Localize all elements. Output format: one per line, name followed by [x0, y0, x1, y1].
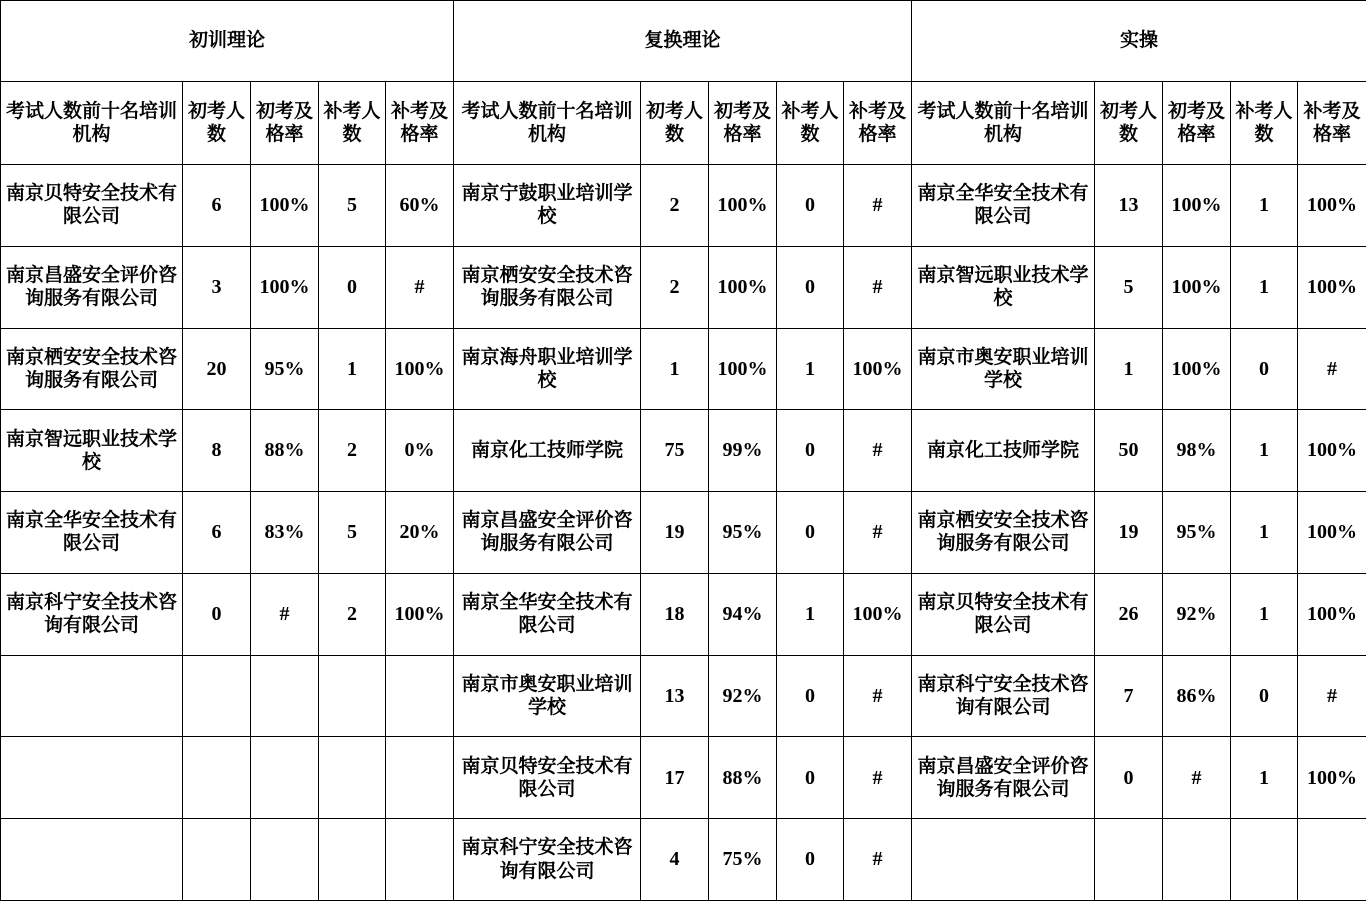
makeup-rate-cell: [1298, 819, 1366, 901]
org-cell: 南京栖安安全技术咨询服务有限公司: [454, 246, 641, 328]
makeup-count-cell: 1: [319, 328, 386, 410]
makeup-rate-cell: [386, 819, 454, 901]
init-rate-cell: [251, 655, 319, 737]
makeup-count-cell: 1: [777, 573, 844, 655]
org-cell: 南京化工技师学院: [454, 410, 641, 492]
org-cell: 南京全华安全技术有限公司: [912, 165, 1095, 247]
init-count-cell: 6: [183, 492, 251, 574]
makeup-count-cell: 5: [319, 165, 386, 247]
makeup-count-cell: 0: [777, 819, 844, 901]
makeup-rate-cell: 100%: [1298, 165, 1366, 247]
init-count-cell: [183, 819, 251, 901]
org-cell: 南京市奥安职业培训学校: [454, 655, 641, 737]
column-header-init-count: 初考人数: [1095, 82, 1163, 165]
group-header: 复换理论: [454, 1, 912, 82]
org-cell: [1, 819, 183, 901]
init-count-cell: 2: [641, 246, 709, 328]
column-header-init-rate: 初考及格率: [251, 82, 319, 165]
org-cell: 南京海舟职业培训学校: [454, 328, 641, 410]
init-count-cell: 18: [641, 573, 709, 655]
table-row: [1, 819, 1366, 901]
column-header-makeup-count: 补考人数: [319, 82, 386, 165]
makeup-count-cell: [1231, 819, 1298, 901]
init-rate-cell: 100%: [1163, 165, 1231, 247]
column-header-makeup-count: 补考人数: [777, 82, 844, 165]
makeup-rate-cell: #: [844, 737, 912, 819]
init-rate-cell: 94%: [709, 573, 777, 655]
makeup-rate-cell: 100%: [386, 328, 454, 410]
column-header-makeup-rate: 补考及格率: [386, 82, 454, 165]
org-cell: 南京智远职业技术学校: [1, 410, 183, 492]
init-count-cell: 7: [1095, 655, 1163, 737]
makeup-count-cell: 0: [1231, 328, 1298, 410]
init-count-cell: 1: [641, 328, 709, 410]
init-rate-cell: [1163, 819, 1231, 901]
makeup-rate-cell: #: [386, 246, 454, 328]
makeup-count-cell: 0: [777, 737, 844, 819]
org-cell: 南京昌盛安全评价咨询服务有限公司: [1, 246, 183, 328]
makeup-rate-cell: 100%: [1298, 573, 1366, 655]
makeup-rate-cell: #: [844, 819, 912, 901]
org-cell: 南京贝特安全技术有限公司: [912, 573, 1095, 655]
init-rate-cell: 88%: [709, 737, 777, 819]
init-count-cell: 3: [183, 246, 251, 328]
org-cell: 南京市奥安职业培训学校: [912, 328, 1095, 410]
column-header-row: [1, 82, 1366, 165]
makeup-count-cell: 0: [777, 165, 844, 247]
org-cell: 南京贝特安全技术有限公司: [454, 737, 641, 819]
makeup-rate-cell: 60%: [386, 165, 454, 247]
init-rate-cell: 88%: [251, 410, 319, 492]
makeup-count-cell: 1: [1231, 410, 1298, 492]
table-row: [1, 573, 1366, 655]
org-cell: 南京科宁安全技术咨询有限公司: [1, 573, 183, 655]
column-header-init-rate: 初考及格率: [709, 82, 777, 165]
org-cell: [1, 655, 183, 737]
org-cell: 南京贝特安全技术有限公司: [1, 165, 183, 247]
column-header-init-count: 初考人数: [641, 82, 709, 165]
column-header-makeup-rate: 补考及格率: [844, 82, 912, 165]
init-rate-cell: #: [1163, 737, 1231, 819]
init-count-cell: 19: [1095, 492, 1163, 574]
makeup-rate-cell: 0%: [386, 410, 454, 492]
init-rate-cell: 100%: [251, 165, 319, 247]
makeup-rate-cell: #: [844, 410, 912, 492]
init-count-cell: 0: [183, 573, 251, 655]
makeup-rate-cell: 100%: [1298, 737, 1366, 819]
init-rate-cell: 83%: [251, 492, 319, 574]
makeup-count-cell: 1: [1231, 573, 1298, 655]
makeup-rate-cell: [386, 737, 454, 819]
init-rate-cell: [251, 819, 319, 901]
makeup-count-cell: 1: [1231, 165, 1298, 247]
makeup-rate-cell: [386, 655, 454, 737]
init-rate-cell: 95%: [709, 492, 777, 574]
init-count-cell: 8: [183, 410, 251, 492]
table-row: [1, 410, 1366, 492]
column-header-init-rate: 初考及格率: [1163, 82, 1231, 165]
column-header-init-count: 初考人数: [183, 82, 251, 165]
init-count-cell: 13: [1095, 165, 1163, 247]
init-count-cell: 1: [1095, 328, 1163, 410]
org-cell: 南京科宁安全技术咨询有限公司: [912, 655, 1095, 737]
org-cell: 南京智远职业技术学校: [912, 246, 1095, 328]
makeup-rate-cell: 100%: [386, 573, 454, 655]
group-header-row: [1, 1, 1366, 82]
table-row: [1, 165, 1366, 247]
makeup-rate-cell: 100%: [1298, 410, 1366, 492]
makeup-count-cell: 2: [319, 410, 386, 492]
init-rate-cell: 75%: [709, 819, 777, 901]
makeup-rate-cell: 100%: [1298, 492, 1366, 574]
init-rate-cell: 100%: [251, 246, 319, 328]
makeup-rate-cell: #: [1298, 328, 1366, 410]
init-rate-cell: 99%: [709, 410, 777, 492]
org-cell: 南京科宁安全技术咨询有限公司: [454, 819, 641, 901]
makeup-rate-cell: #: [844, 655, 912, 737]
init-count-cell: 75: [641, 410, 709, 492]
makeup-count-cell: 2: [319, 573, 386, 655]
makeup-rate-cell: 20%: [386, 492, 454, 574]
makeup-count-cell: 0: [1231, 655, 1298, 737]
init-rate-cell: 92%: [1163, 573, 1231, 655]
init-count-cell: 2: [641, 165, 709, 247]
column-header-makeup-rate: 补考及格率: [1298, 82, 1366, 165]
init-rate-cell: 98%: [1163, 410, 1231, 492]
table-body: [1, 165, 1366, 901]
table-row: [1, 655, 1366, 737]
init-count-cell: 6: [183, 165, 251, 247]
makeup-rate-cell: 100%: [1298, 246, 1366, 328]
makeup-rate-cell: #: [844, 165, 912, 247]
makeup-rate-cell: 100%: [844, 328, 912, 410]
makeup-rate-cell: 100%: [844, 573, 912, 655]
init-count-cell: 5: [1095, 246, 1163, 328]
init-rate-cell: #: [251, 573, 319, 655]
makeup-count-cell: 0: [777, 246, 844, 328]
table-row: [1, 328, 1366, 410]
column-header-org: 考试人数前十名培训机构: [912, 82, 1095, 165]
org-cell: 南京化工技师学院: [912, 410, 1095, 492]
init-rate-cell: [251, 737, 319, 819]
makeup-count-cell: 5: [319, 492, 386, 574]
org-cell: 南京全华安全技术有限公司: [454, 573, 641, 655]
makeup-count-cell: [319, 737, 386, 819]
makeup-count-cell: [319, 819, 386, 901]
makeup-count-cell: 1: [1231, 492, 1298, 574]
table-row: [1, 737, 1366, 819]
init-rate-cell: 95%: [1163, 492, 1231, 574]
init-count-cell: [183, 655, 251, 737]
makeup-count-cell: 0: [777, 492, 844, 574]
init-rate-cell: 100%: [709, 246, 777, 328]
init-rate-cell: 100%: [709, 328, 777, 410]
makeup-rate-cell: #: [844, 246, 912, 328]
init-count-cell: 4: [641, 819, 709, 901]
org-cell: 南京宁鼓职业培训学校: [454, 165, 641, 247]
column-header-org: 考试人数前十名培训机构: [454, 82, 641, 165]
table-row: [1, 246, 1366, 328]
init-count-cell: 26: [1095, 573, 1163, 655]
init-count-cell: [1095, 819, 1163, 901]
init-rate-cell: 95%: [251, 328, 319, 410]
init-count-cell: [183, 737, 251, 819]
makeup-count-cell: 0: [777, 410, 844, 492]
org-cell: 南京昌盛安全评价咨询服务有限公司: [454, 492, 641, 574]
makeup-count-cell: 1: [1231, 246, 1298, 328]
init-count-cell: 0: [1095, 737, 1163, 819]
init-rate-cell: 100%: [709, 165, 777, 247]
org-cell: 南京栖安安全技术咨询服务有限公司: [912, 492, 1095, 574]
init-rate-cell: 86%: [1163, 655, 1231, 737]
table-row: [1, 492, 1366, 574]
init-rate-cell: 100%: [1163, 328, 1231, 410]
org-cell: 南京全华安全技术有限公司: [1, 492, 183, 574]
init-count-cell: 20: [183, 328, 251, 410]
makeup-count-cell: [319, 655, 386, 737]
makeup-count-cell: 1: [777, 328, 844, 410]
column-header-org: 考试人数前十名培训机构: [1, 82, 183, 165]
group-header: 实操: [912, 1, 1366, 82]
makeup-count-cell: 0: [777, 655, 844, 737]
init-rate-cell: 100%: [1163, 246, 1231, 328]
init-count-cell: 19: [641, 492, 709, 574]
makeup-count-cell: 0: [319, 246, 386, 328]
org-cell: [912, 819, 1095, 901]
org-cell: [1, 737, 183, 819]
init-count-cell: 50: [1095, 410, 1163, 492]
column-header-makeup-count: 补考人数: [1231, 82, 1298, 165]
group-header: 初训理论: [1, 1, 454, 82]
init-rate-cell: 92%: [709, 655, 777, 737]
makeup-rate-cell: #: [844, 492, 912, 574]
org-cell: 南京昌盛安全评价咨询服务有限公司: [912, 737, 1095, 819]
init-count-cell: 17: [641, 737, 709, 819]
org-cell: 南京栖安安全技术咨询服务有限公司: [1, 328, 183, 410]
init-count-cell: 13: [641, 655, 709, 737]
makeup-rate-cell: #: [1298, 655, 1366, 737]
makeup-count-cell: 1: [1231, 737, 1298, 819]
